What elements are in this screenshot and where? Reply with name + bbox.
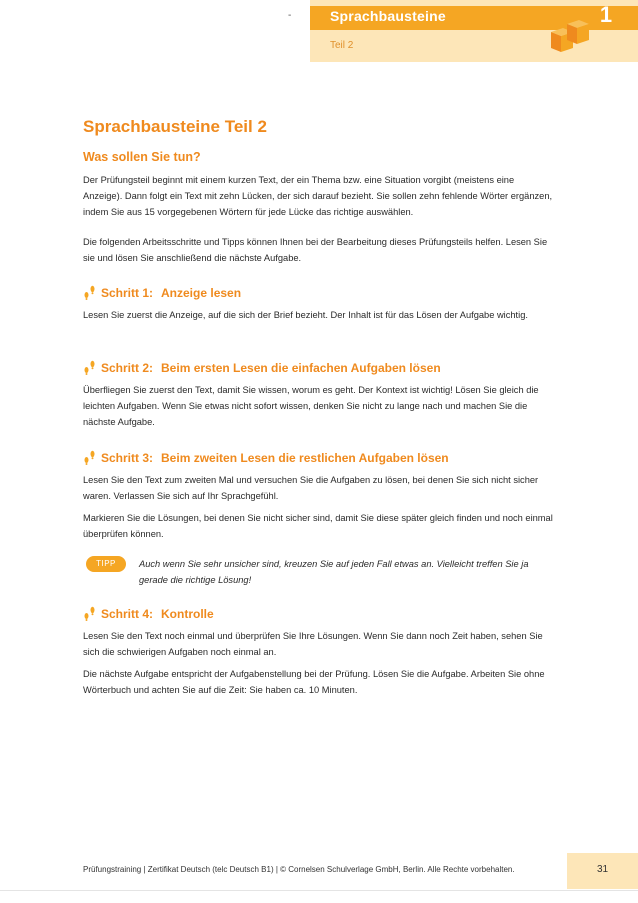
cubes-icon — [543, 18, 593, 58]
step-2-title: Beim ersten Lesen die einfachen Aufgaben lösen — [161, 361, 441, 375]
step-3-title: Beim zweiten Lesen die restlichen Aufgaben lösen — [161, 451, 449, 465]
page-number: 31 — [596, 864, 609, 875]
header-dash: - — [288, 10, 292, 21]
intro-paragraph-2: Die folgenden Arbeitsschritte und Tipps können Ihnen bei der Bearbeitung dieses Prüfungsteils helfen. Lesen Sie sie und lösen Sie anschließend die nächste Aufgabe. — [83, 237, 548, 263]
step-1-title: Anzeige lesen — [161, 286, 242, 300]
step-3-paragraph-2: Markieren Sie die Lösungen, bei denen Sie nicht sicher sind, damit Sie diese später gleich finden und noch einmal überprüfen können. — [83, 513, 553, 539]
step-4-paragraph-2: Die nächste Aufgabe entspricht der Aufgabenstellung bei der Prüfung. Lösen Sie die Aufgabe. Arbeiten Sie ohne Wörterbuch und achten Sie auf die Zeit: Sie haben ca. 10 Minuten. — [83, 669, 545, 695]
step-2-heading — [83, 359, 441, 379]
step-1-number: Schritt 1: — [101, 286, 154, 300]
step-3-number: Schritt 3: — [101, 451, 154, 465]
tip-badge: TIPP — [86, 556, 126, 572]
step-4-title: Kontrolle — [161, 607, 214, 621]
step-4-paragraph-1: Lesen Sie den Text noch einmal und überprüfen Sie Ihre Lösungen. Wenn Sie dann noch Zeit haben, sehen Sie sich die schwierigen Aufgaben noch einmal an. — [83, 631, 543, 657]
step-2-number: Schritt 2: — [101, 361, 154, 375]
footer-text: Prüfungstraining | Zertifikat Deutsch (telc Deutsch B1) | © Cornelsen Schulverlage GmbH, Berlin. Alle Rechte vorbehalten. — [83, 865, 515, 874]
step-3-heading — [83, 449, 449, 469]
footer-divider — [0, 890, 638, 891]
page-title: Sprachbausteine Teil 2 — [83, 117, 267, 136]
header-subtitle: Teil 2 — [330, 40, 354, 51]
step-1-heading — [83, 284, 241, 304]
section-heading: Was sollen Sie tun? — [83, 150, 201, 164]
step-4-heading — [83, 605, 214, 625]
intro-paragraph-1: Der Prüfungsteil beginnt mit einem kurzen Text, der ein Thema bzw. eine Situation vorgibt (meistens eine Anzeige). Dann folgt ein Text mit zehn Lücken, der sich darauf bezieht. Sie sollen zehn fehlende Wörter ergänzen, indem Sie aus 15 vorgegebenen Wörtern für jede Lücke das richtige auswählen. — [83, 175, 553, 217]
footsteps-icon — [83, 605, 97, 621]
tip-text: Auch wenn Sie sehr unsicher sind, kreuzen Sie auf jeden Fall etwas an. Vielleicht treffen Sie ja gerade die richtige Lösung! — [139, 559, 529, 585]
step-2-paragraph: Überfliegen Sie zuerst den Text, damit Sie wissen, worum es geht. Der Kontext ist wichtig! Lösen Sie gleich die leichten Aufgaben. Wenn Sie etwas nicht sofort wissen, denken Sie nicht zu lange nach und machen Sie die nächste Aufgabe. — [83, 385, 539, 427]
footsteps-icon — [83, 449, 97, 465]
footsteps-icon — [83, 359, 97, 375]
footsteps-icon — [83, 284, 97, 300]
step-4-number: Schritt 4: — [101, 607, 154, 621]
step-1-paragraph: Lesen Sie zuerst die Anzeige, auf die sich der Brief bezieht. Der Inhalt ist für das Lösen der Aufgabe wichtig. — [83, 310, 528, 320]
chapter-number: 1 — [599, 2, 613, 27]
step-3-paragraph-1: Lesen Sie den Text zum zweiten Mal und versuchen Sie die Aufgaben zu lösen, bei denen Sie sich nicht sicher waren. Verlassen Sie sich auf Ihr Sprachgefühl. — [83, 475, 539, 501]
header-title: Sprachbausteine — [330, 8, 446, 24]
